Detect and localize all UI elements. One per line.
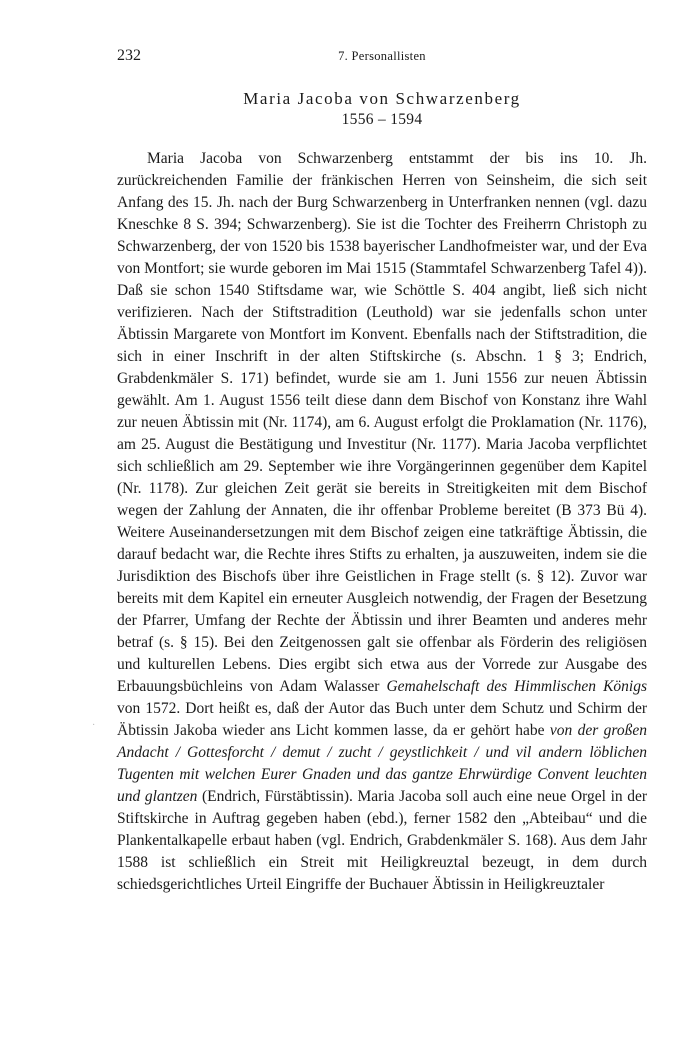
margin-mark: · xyxy=(92,720,96,731)
page-header xyxy=(117,47,647,67)
running-head: 7. Personallisten xyxy=(338,49,426,63)
text-segment: von 1572. Dort heißt es, daß der Autor das Buch unter dem Schutz und Schirm der Äbtissin Jakoba wieder ans Licht kommen lasse, da er gehört habe xyxy=(117,700,647,739)
page-number: 232 xyxy=(117,47,141,64)
quotation-italic: von der großen Andacht / Gottesforcht / demut / zucht / geystlichkeit / und vil andern löblichen Tugenten mit welchen Eurer Gnaden und das gantze Ehrwürdige Convent leuchten und glantzen xyxy=(117,722,647,805)
entry-title: Maria Jacoba von Schwarzenberg xyxy=(243,89,521,108)
entry-heading xyxy=(117,88,647,130)
entry-dates: 1556 – 1594 xyxy=(341,111,423,128)
body-text xyxy=(117,148,647,896)
book-title-italic: Gemahelschaft des Himmlischen Königs xyxy=(386,678,648,695)
body-paragraph xyxy=(117,148,647,896)
text-segment: (Endrich, Fürstäbtissin). Maria Jacoba soll auch eine neue Orgel in der Stiftskirche in Auftrag gegeben haben (ebd.), ferner 1582 den „Abteibau“ und die Plankentalkapelle erbaut haben (vgl. Endrich, Grabdenkmäler S. 168). Aus dem Jahr 1588 ist schließlich ein Streit mit Heiligkreuztal bezeugt, in dem durch schiedsgerichtliches Urteil Eingriffe der Buchauer Äbtissin in Heiligkreuztaler xyxy=(117,788,648,893)
text-segment: Maria Jacoba von Schwarzenberg entstammt der bis ins 10. Jh. zurückreichenden Familie der fränkischen Herren von Seinsheim, die sich seit Anfang des 15. Jh. nach der Burg Schwarzenberg in Unterfranken nennen (vgl. dazu Kneschke 8 S. 394; Schwarzenberg). Sie ist die Tochter des Freiherrn Christoph zu Schwarzenberg, der von 1520 bis 1538 bayerischer Landhofmeister war, und der Eva von Montfort; sie wurde geboren im Mai 1515 (Stammtafel Schwarzenberg Tafel 4)). Daß sie schon 1540 Stiftsdame war, wie Schöttle S. 404 angibt, ließ sich nicht verifizieren. Nach der Stiftstradition (Leuthold) war sie jedenfalls schon unter Äbtissin Margarete von Montfort im Konvent. Ebenfalls nach der Stiftstradition, die sich in einer Inschrift in der alten Stiftskirche (s. Abschn. 1 § 3; Endrich, Grabdenkmäler S. 171) befindet, wurde sie am 1. Juni 1556 zur neuen Äbtissin gewählt. Am 1. August 1556 teilt diese dann dem Bischof von Konstanz ihre Wahl zur neuen Äbtissin mit (Nr. 1174), am 6. August erfolgt die Proklamation (Nr. 1176), am 25. August die Bestätigung und Investitur (Nr. 1177). Maria Jacoba verpflichtet sich schließlich am 29. September wie ihre Vorgängerinnen gegenüber dem Kapitel (Nr. 1178). Zur gleichen Zeit gerät sie bereits in Streitigkeiten mit dem Bischof wegen der Zahlung der Annaten, die ihr offenbar Probleme bereitet (B 373 Bü 4). Weitere Auseinandersetzungen mit dem Bischof zeigen eine tatkräftige Äbtissin, die darauf bedacht war, die Rechte ihres Stifts zu erhalten, ja auszuweiten, indem sie die Jurisdiktion des Bischofs über ihre Geistlichen in Frage stellt (s. § 12). Zuvor war bereits mit dem Kapitel ein erneuter Ausgleich notwendig, der Fragen der Besetzung der Pfarrer, Umfang der Rechte der Äbtissin und ihrer Beamten und anderes mehr betraf (s. § 15). Bei den Zeitgenossen galt sie offenbar als Förderin des religiösen und kulturellen Lebens. Dies ergibt sich etwa aus der Vorrede zur Ausgabe des Erbauungsbüchleins von Adam Walasser xyxy=(117,150,647,695)
